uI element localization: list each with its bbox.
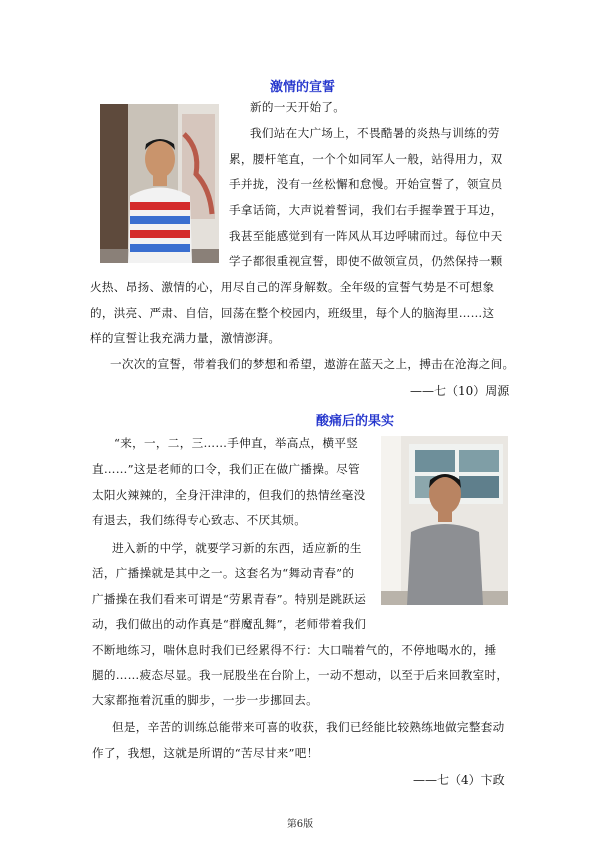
- article2-line-9: 不断地练习，喘休息时我们已经累得不行：大口喘着气的，不停地喝水的，捶: [92, 643, 497, 657]
- article2-author: ——七（4）卞政: [413, 773, 505, 787]
- article2-line-3: 太阳火辣辣的，全身汗津津的，但我们的热情丝毫没: [92, 488, 366, 502]
- article2-line-7: 广播操在我们看来可谓是“劳累青春”。特别是跳跃运: [92, 592, 367, 606]
- article2-line-13: 作了，我想，这就是所谓的“苦尽甘来”吧！: [92, 746, 319, 760]
- article1-line-11: 一次次的宣誓，带着我们的梦想和希望，遨游在蓝天之上，搏击在沧海之间。: [110, 357, 515, 371]
- article1-line-9: 的，洪亮、严肃、自信，回荡在整个校园内，班级里，每个人的脑海里……这: [90, 306, 495, 320]
- article2-line-6: 活，广播操就是其中之一。这套名为“舞动青春”的: [92, 566, 355, 580]
- article1-title: 激情的宣誓: [270, 80, 336, 95]
- article2-line-8: 动，我们做出的动作真是“群魔乱舞”，老师带着我们: [92, 617, 367, 631]
- article1-author: ——七（10）周源: [410, 384, 510, 398]
- article2-line-5: 进入新的中学，就要学习新的东西，适应新的生: [112, 541, 362, 555]
- article2-line-4: 有退去，我们练得专心致志、不厌其烦。: [92, 513, 307, 527]
- article1-line-3: 累，腰杆笔直，一个个如同军人一般，站得用力，双: [229, 152, 503, 166]
- article1-line-7: 学子都很重视宣誓，即使不做领宣员，仍然保持一颗: [229, 254, 503, 268]
- article1-line-8: 火热、昂扬、激情的心，用尽自己的浑身解数。全年级的宣誓气势是不可想象: [90, 280, 495, 294]
- article2-line-11: 大家都拖着沉重的脚步，一步一步挪回去。: [92, 693, 318, 707]
- article1-line-10: 样的宣誓让我充满力量，激情澎湃。: [90, 331, 281, 345]
- photo-student-1: [100, 104, 219, 263]
- article1-line-6: 我甚至能感觉到有一阵风从耳边呼啸而过。每位中天: [229, 229, 503, 243]
- article2-line-12: 但是，辛苦的训练总能带来可喜的收获，我们已经能比较熟练地做完整套动: [112, 720, 505, 734]
- article1-line-4: 手并拢，没有一丝松懈和怠慢。开始宣誓了，领宣员: [229, 177, 503, 191]
- article1-line-1: 新的一天开始了。: [250, 100, 346, 114]
- article2-title: 酸痛后的果实: [316, 414, 395, 429]
- article1-line-2: 我们站在大广场上，不畏酷暑的炎热与训练的劳: [250, 126, 500, 140]
- page-number: 第6版: [286, 819, 314, 830]
- article2-line-2: 直……”这是老师的口令，我们正在做广播操。尽管: [92, 462, 360, 476]
- photo-student-2: [381, 436, 508, 605]
- article1-line-5: 手拿话筒，大声说着誓词，我们右手握拳置于耳边，: [229, 203, 503, 217]
- article2-line-1: “来，一，二，三……手伸直，举高点，横平竖: [114, 436, 359, 450]
- article2-line-10: 腿的……疲态尽显。我一屁股坐在台阶上，一动不想动，以至于后来回教室时，: [92, 668, 509, 682]
